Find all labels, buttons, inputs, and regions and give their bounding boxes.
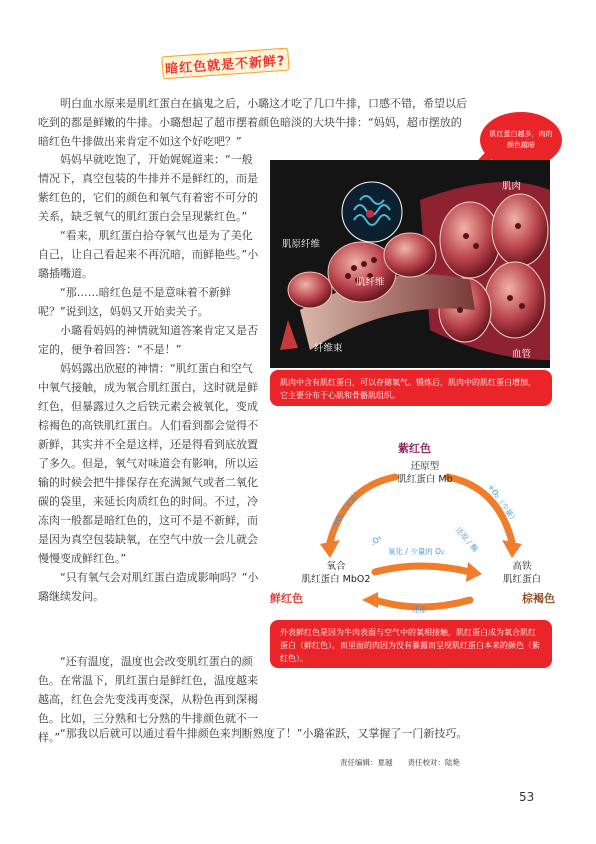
left-paragraph: 小璐看妈妈的神情就知道答案肯定又是否定的，便争着回答：“不是！”: [38, 324, 258, 356]
color-cycle-diagram: [270, 432, 570, 622]
node-right: [482, 560, 562, 586]
footer-credits: 责任编辑：夏越 责任校对：陆艳: [340, 758, 460, 767]
page-number: 53: [519, 790, 535, 804]
node-top-line2: 肌红蛋白 Mb: [397, 474, 453, 485]
arrow-bottom: 还原: [412, 605, 427, 614]
left-paragraph: 妈妈早就吃饱了，开始娓娓道来：“一般情况下，真空包装的牛排并不是鲜红的，而是紫红色的，它们的颜色和氧气有着密不可分的关系，缺乏氧气的肌红蛋白会呈现紫红色。”: [38, 153, 258, 223]
node-right-line1: 高铁: [512, 561, 532, 572]
node-top-line1: 还原型: [410, 461, 440, 472]
caption-color: [270, 620, 552, 668]
caption-muscle-text: 肌肉中含有肌红蛋白，可以存储氧气。锻炼后，肌肉中的肌红蛋白增加，它主要分布于心肌和骨骼肌组织。: [280, 378, 536, 400]
final-paragraph: “那我以后就可以通过看牛排颜色来判断熟度了！”小璐雀跃，又掌握了一门新技巧。: [60, 727, 468, 740]
node-top: [380, 460, 470, 486]
label-xianweishu: 纤维束: [314, 343, 343, 354]
bubble-text: 肌红蛋白越多，肉的颜色越暗: [489, 130, 553, 149]
color-left: 鲜红色: [270, 592, 303, 605]
label-xueguan: 血管: [512, 349, 532, 360]
left-column: [38, 150, 263, 606]
color-right: 棕褐色: [522, 592, 555, 605]
arrow-tr-out: +O₂（少量）: [485, 482, 520, 525]
intro-text: 明白血水原来是肌红蛋白在搞鬼之后，小璐这才吃了几口牛排，口感不错，希望以后吃到的都是鲜嫩的牛排。小璐想起了超市摆着颜色暗淡的大块牛排：“妈妈，超市摆放的暗红色牛排做出来肯定不如这个好吃吧？”: [38, 97, 467, 148]
color-top: 紫红色: [398, 442, 431, 455]
muscle-illustration: [270, 160, 550, 368]
label-jirou: 肌肉: [502, 181, 522, 192]
label-jixianwei: 肌纤维: [356, 277, 385, 288]
label-jiyuanxianwei: 肌原纤维: [282, 239, 321, 250]
left-paragraph: “只有氧气会对肌红蛋白造成影响吗？”小璐继续发问。: [38, 571, 259, 603]
final-paragraph-wrap: [38, 724, 558, 743]
page-title: [162, 52, 312, 78]
arrow-tl-out: +O₂（充足）: [329, 486, 364, 529]
arrow-mid: 氧化 / 少量的 O₂: [388, 547, 445, 556]
node-left: [286, 560, 386, 586]
left-paragraph: “那……暗红色是不是意味着不新鲜呢？”说到这，妈妈又开始卖关子。: [38, 286, 231, 318]
arrow-tr-in: 还原 / 酶: [453, 525, 480, 554]
intro-paragraph: [38, 94, 468, 151]
node-left-line2: 肌红蛋白 MbO2: [301, 574, 371, 585]
bottom-paragraph: “还有温度，温度也会改变肌红蛋白的颜色。在常温下，肌红蛋白是鲜红色，温度越来越高，红色会先变浅再变深，从粉色再到深褐色。比如，三分熟和七分熟的牛排颜色就不一样。”: [38, 655, 258, 744]
node-right-line2: 肌红蛋白: [502, 574, 541, 585]
title-text: 暗红色就是不新鲜?: [161, 48, 289, 80]
arrow-tl-in: -O₂: [368, 533, 384, 548]
left-paragraph: “看来，肌红蛋白拾夺氧气也是为了美化自己，让自己看起来不再沉暗，而鲜艳些。”小璐插嘴道。: [38, 229, 259, 280]
caption-muscle: [270, 370, 552, 406]
caption-color-text: 外表鲜红色是因为牛肉表面与空气中的氧相接触，肌红蛋白成为氧合肌红蛋白（鲜红色），而里面的肉因为没有暴露而呈现肌红蛋白本来的颜色（紫红色）。: [280, 628, 540, 663]
left-paragraph: 妈妈露出欣慰的神情：“肌红蛋白和空气中氧气接触，成为氧合肌红蛋白，这时就是鲜红色，但暴露过久之后铁元素会被氧化，变成棕褐色的高铁肌红蛋白。人们看到都会觉得不新鲜，其实并不全是这样，还是得看到底放置了多久。但是，氧气对味道会有影响，所以运输的时候会把牛排保存在充满氮气或者二氧化碳的袋里，来延长肉质红色的时间。不过，冷冻肉一般都是暗红色的，这可不是不新鲜，而是因为真空包装缺氧，在空气中放一会儿就会慢慢变成鲜红色。”: [38, 362, 258, 565]
node-left-line1: 氧合: [326, 561, 346, 572]
